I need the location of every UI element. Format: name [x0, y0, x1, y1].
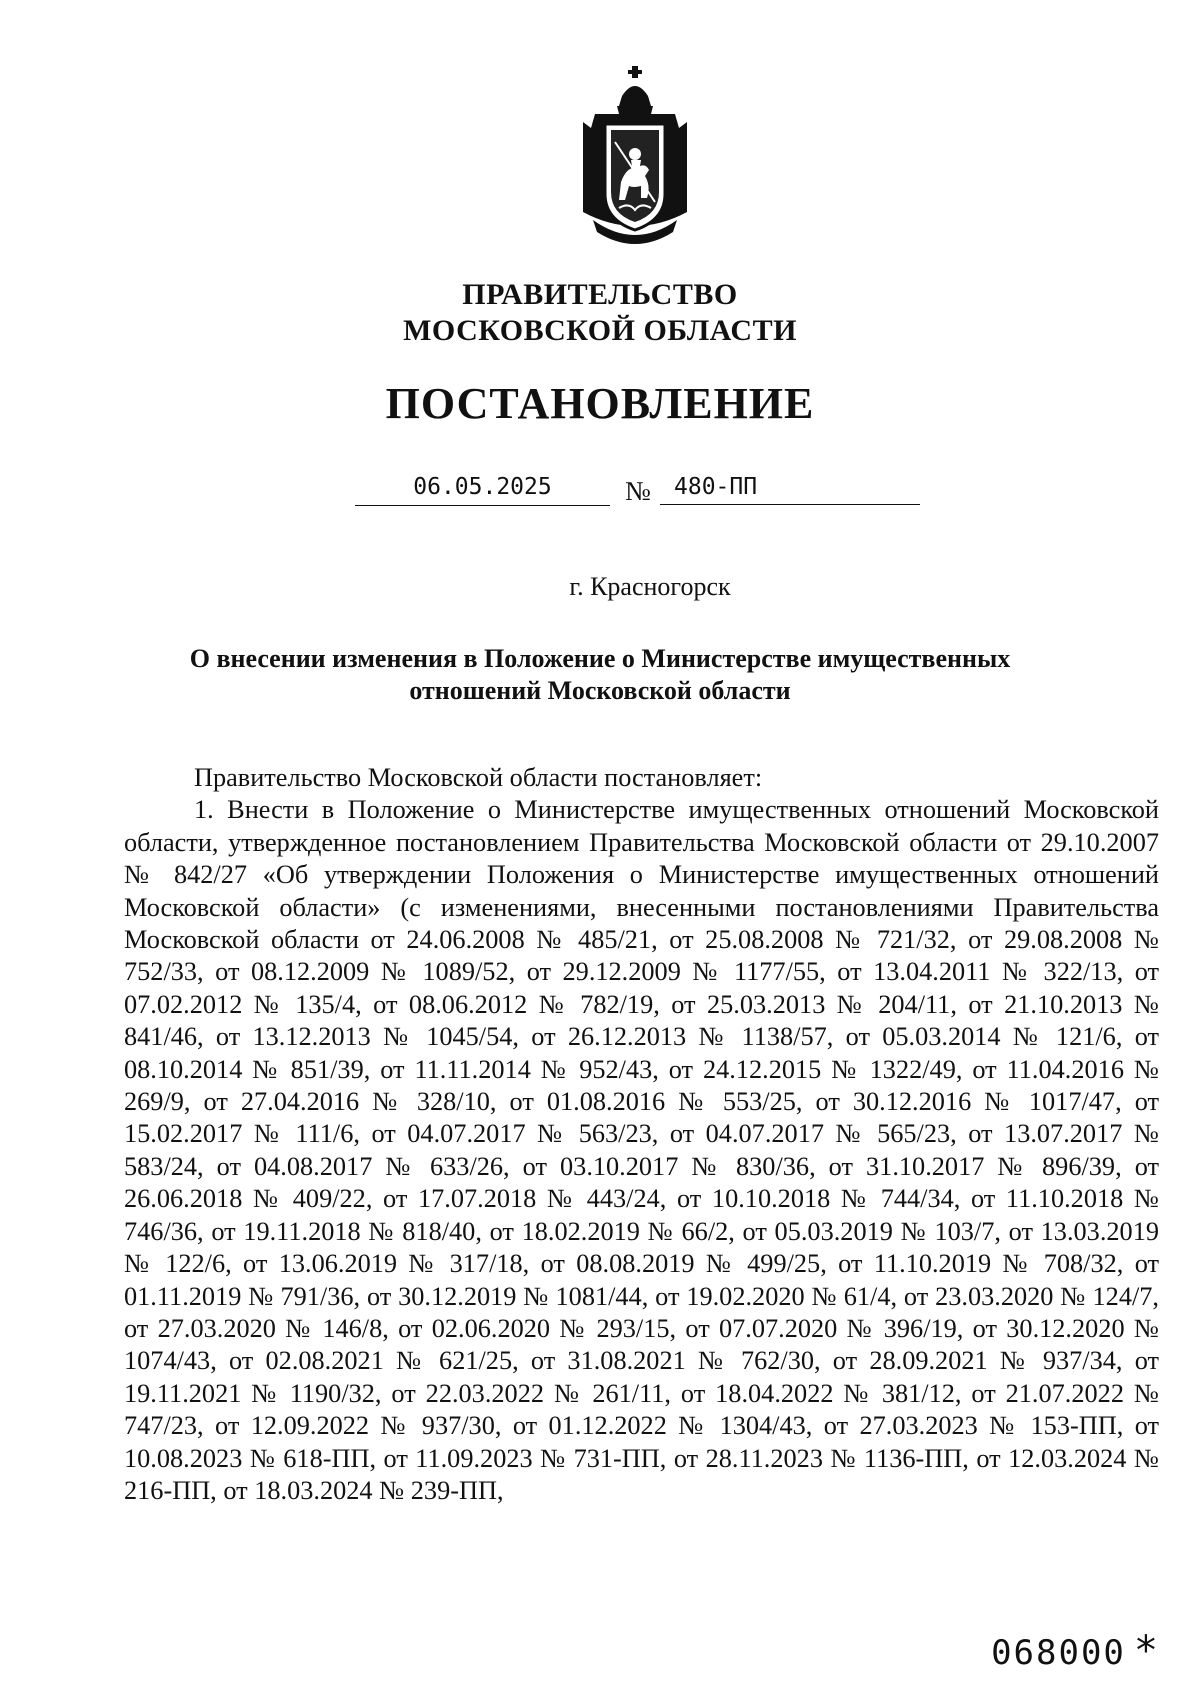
serial-star-mark: *	[1133, 1628, 1160, 1674]
clause-1-paragraph: 1. Внести в Положение о Министерстве имущественных отношений Московской области, утвержденное постановлением Правительства Московской области от 29.10.2007 № 842/27 «Об утверждении Положения о Министерстве имущественных отношений Московской области» (с изменениями, внесенными постановлениями Правительства Московской области от 24.06.2008 № 485/21, от 25.08.2008 № 721/32, от 29.08.2008 № 752/33, от 08.12.2009 № 1089/52, от 29.12.2009 № 1177/55, от 13.04.2011 № 322/13, от 07.02.2012 № 135/4, от 08.06.2012 № 782/19, от 25.03.2013 № 204/11, от 21.10.2013 № 841/46, от 13.12.2013 № 1045/54, от 26.12.2013 № 1138/57, от 05.03.2014 № 121/6, от 08.10.2014 № 851/39, от 11.11.2014 № 952/43, от 24.12.2015 № 1322/49, от 11.04.2016 № 269/9, от 27.04.2016 № 328/10, от 01.08.2016 № 553/25, от 30.12.2016 № 1017/47, от 15.02.2017 № 111/6, от 04.07.2017 № 563/23, от 04.07.2017 № 565/23, от 13.07.2017 № 583/24, от 04.08.2017 № 633/26, от 03.10.2017 № 830/36, от 31.10.2017 № 896/39, от 26.06.2018 № 409/22, от 17.07.2018 № 443/24, от 10.10.2018 № 744/34, от 11.10.2018 № 746/36, от 19.11.2018 № 818/40, от 18.02.2019 № 66/2, от 05.03.2019 № 103/7, от 13.03.2019 № 122/6, от 13.06.2019 № 317/18, от 08.08.2019 № 499/25, от 11.10.2019 № 708/32, от 01.11.2019 № 791/36, от 30.12.2019 № 1081/44, от 19.02.2020 № 61/4, от 23.03.2020 № 124/7, от 27.03.2020 № 146/8, от 02.06.2020 № 293/15, от 07.07.2020 № 396/19, от 30.12.2020 № 1074/43, от 02.08.2021 № 621/25, от 31.08.2021 № 762/30, от 28.09.2021 № 937/34, от 19.11.2021 № 1190/32, от 22.03.2022 № 261/11, от 18.04.2022 № 381/12, от 21.07.2022 № 747/23, от 12.09.2022 № 937/30, от 01.12.2022 № 1304/43, от 27.03.2023 № 153-ПП, от 10.08.2023 № 618-ПП, от 11.09.2023 № 731-ПП, от 28.11.2023 № 1136-ПП, от 12.03.2024 № 216-ПП, от 18.03.2024 № 239-ПП,	[124, 795, 1159, 1505]
document-number: 480-ПП	[660, 472, 920, 505]
serial-number-text: 068000	[991, 1633, 1126, 1673]
subject-line2: отношений Московской области	[409, 676, 791, 705]
coat-of-arms-icon	[575, 62, 695, 252]
org-name-line2: МОСКОВСКОЙ ОБЛАСТИ	[403, 314, 797, 347]
document-subject	[150, 643, 1050, 707]
document-date: 06.05.2025	[355, 472, 610, 506]
preamble-paragraph: Правительство Московской области постановляет:	[194, 763, 763, 792]
document-body	[124, 762, 1159, 1507]
city-name: г. Красногорск	[569, 572, 731, 601]
registration-line	[355, 472, 920, 512]
form-serial-number	[991, 1628, 1160, 1674]
document-type-title: ПОСТАНОВЛЕНИЕ	[385, 379, 815, 428]
subject-line1: О внесении изменения в Положение о Министерстве имущественных	[189, 644, 1011, 673]
org-name-line1: ПРАВИТЕЛЬСТВО	[462, 278, 738, 311]
number-sign: №	[625, 476, 651, 506]
